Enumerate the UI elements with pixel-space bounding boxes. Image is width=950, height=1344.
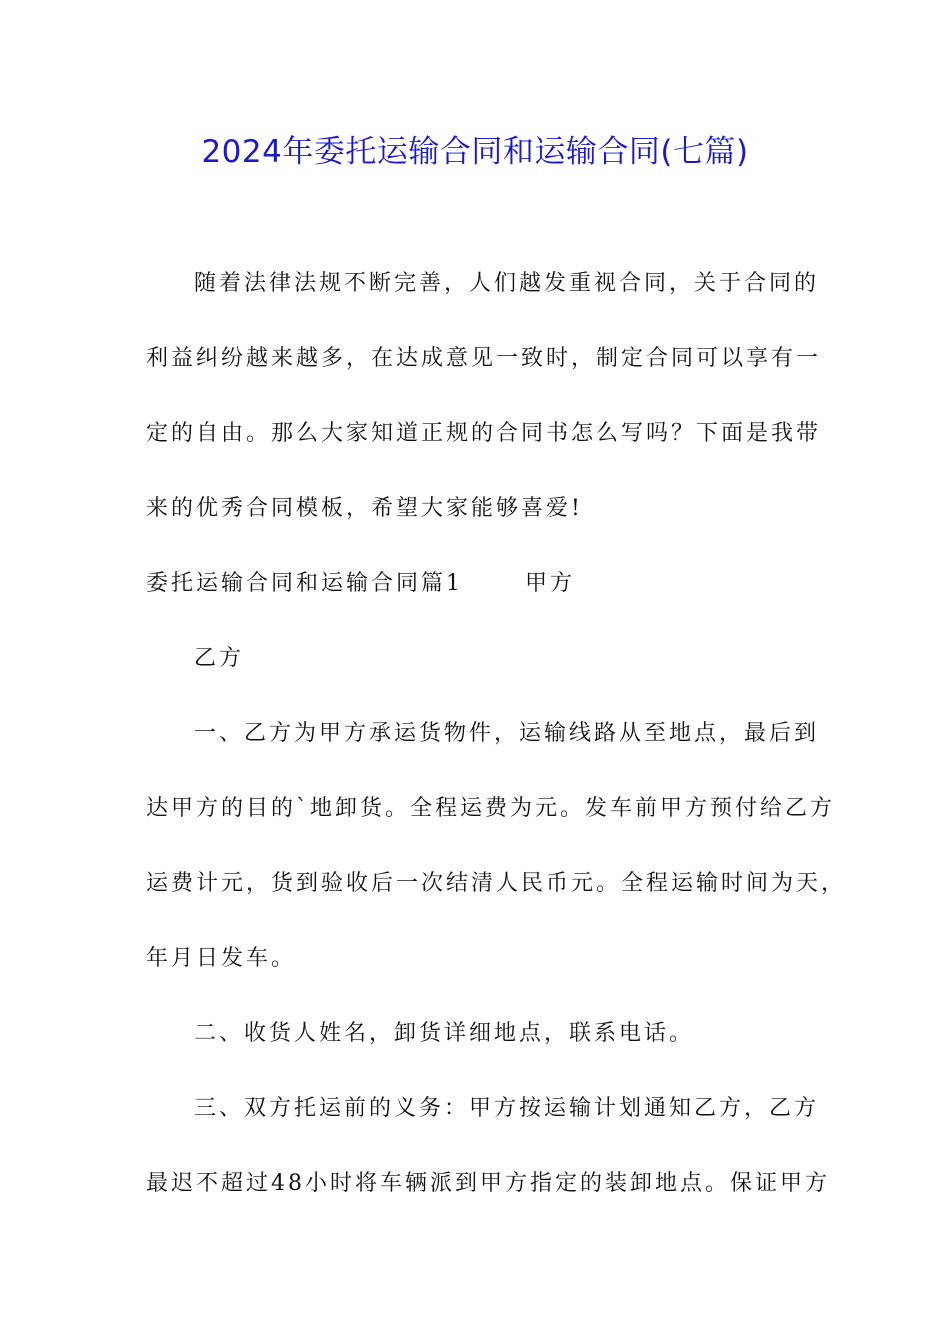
clause-1-line-1: 一、乙方为甲方承运货物件，运输线路从至地点，最后到 [194,721,820,746]
body-line-2: 利益纠纷越来越多，在达成意见一致时，制定合同可以享有一 [146,346,822,371]
clause-1-line-4: 年月日发车。 [146,946,297,971]
body-line-3: 定的自由。那么大家知道正规的合同书怎么写吗？下面是我带 [146,421,822,446]
clause-3-line-1: 三、双方托运前的义务：甲方按运输计划通知乙方，乙方 [194,1096,820,1121]
clause-1-line-2: 达甲方的目的`地卸货。全程运费为元。发车前甲方预付给乙方 [146,796,836,821]
clause-1-line-3: 运费计元，货到验收后一次结清人民币元。全程运输时间为天， [146,871,847,896]
party-a-label: 甲方 [525,571,576,596]
section-heading-line [146,566,816,602]
body-line-4: 来的优秀合同模板，希望大家能够喜爱! [146,496,583,521]
body-line-1: 随着法律法规不断完善，人们越发重视合同，关于合同的 [194,271,820,296]
section-heading: 委托运输合同和运输合同篇1 [146,571,463,596]
clause-2-line-1: 二、收货人姓名，卸货详细地点，联系电话。 [194,1021,695,1046]
party-b-label: 乙方 [194,646,245,671]
clause-3-line-2: 最迟不超过48小时将车辆派到甲方指定的装卸地点。保证甲方 [146,1171,830,1196]
document-title: 2024年委托运输合同和运输合同(七篇) [201,134,749,170]
